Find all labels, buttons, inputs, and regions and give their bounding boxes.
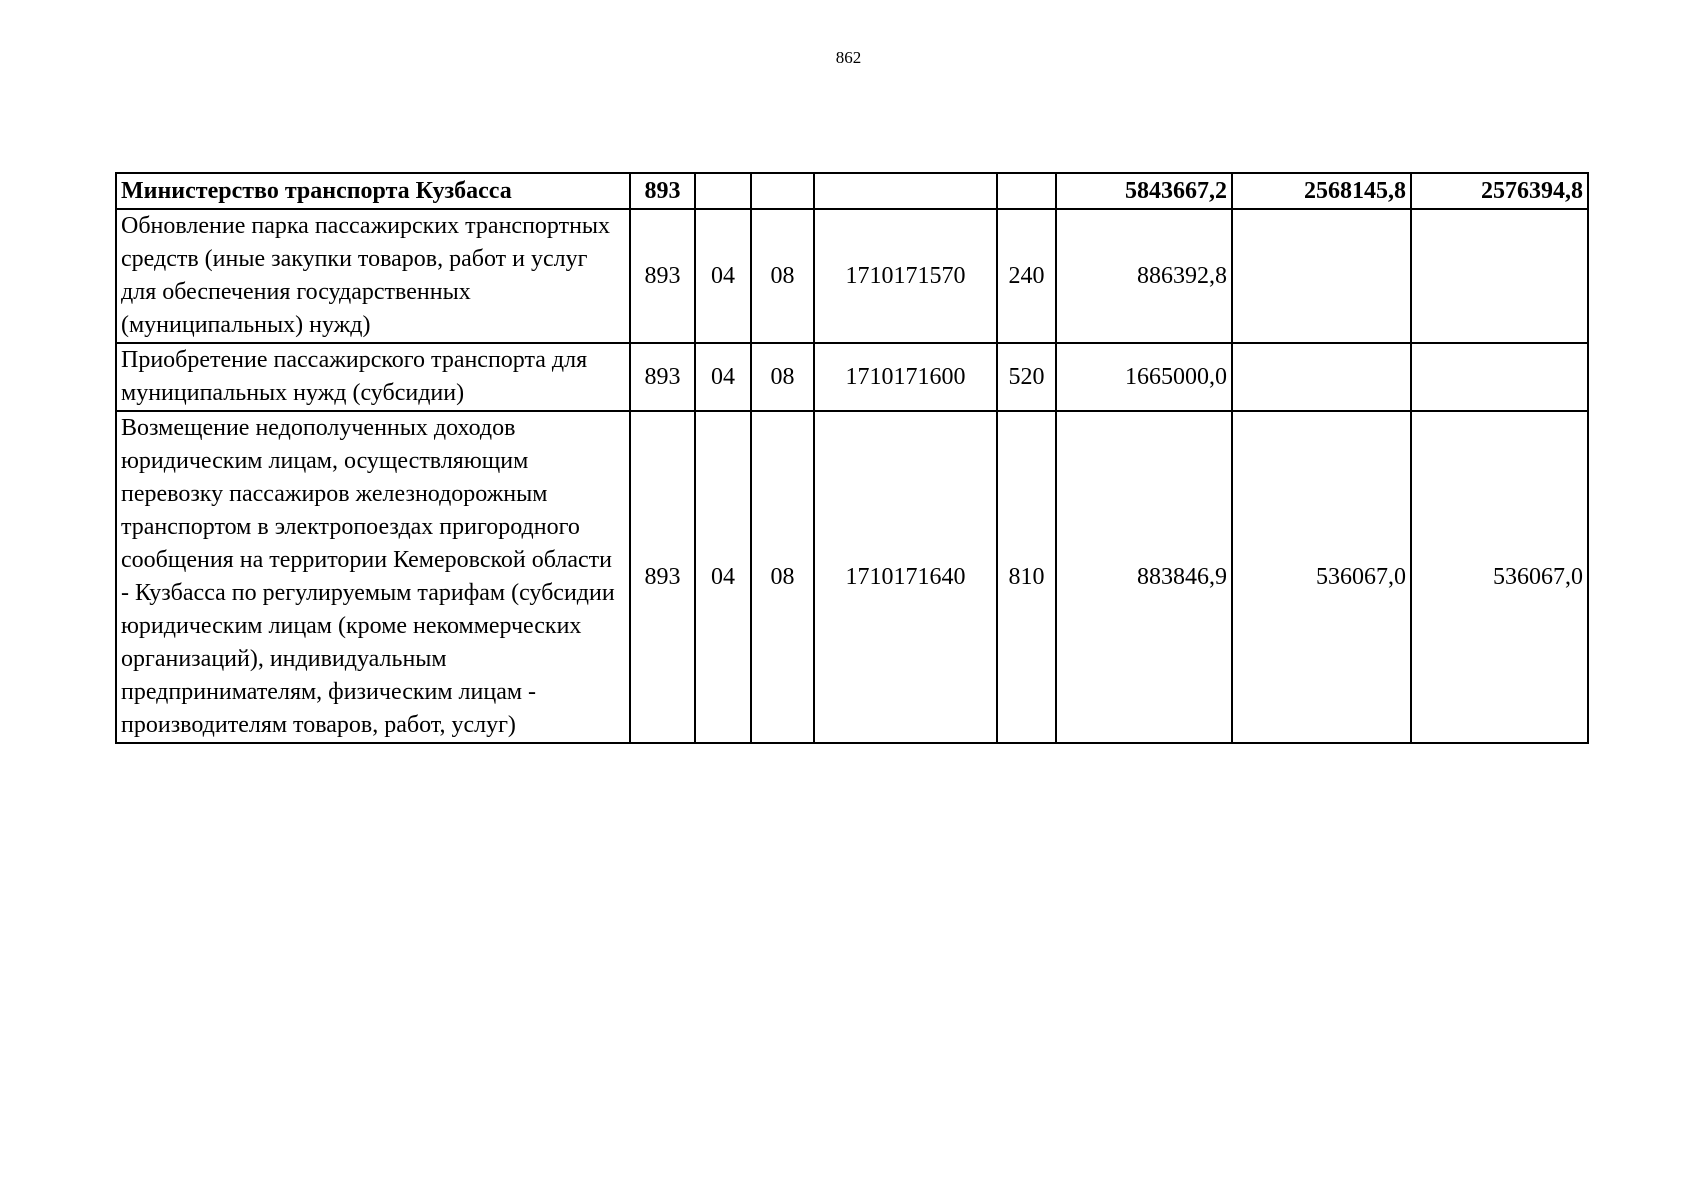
cell-name: Обновление парка пассажирских транспортных средств (иные закупки товаров, работ и услуг для обеспечения государственных (муниципальных) нужд)	[116, 209, 630, 343]
cell-gr: 893	[630, 411, 695, 743]
cell-sum-1: 883846,9	[1056, 411, 1232, 743]
cell-csr: 1710171600	[814, 343, 997, 411]
cell-pr	[751, 173, 814, 209]
cell-csr: 1710171570	[814, 209, 997, 343]
cell-sum-3: 2576394,8	[1411, 173, 1588, 209]
cell-sum-1: 1665000,0	[1056, 343, 1232, 411]
cell-sum-3	[1411, 343, 1588, 411]
cell-csr	[814, 173, 997, 209]
cell-vr: 520	[997, 343, 1056, 411]
cell-pr: 08	[751, 209, 814, 343]
table-row-ministry	[116, 173, 1588, 209]
cell-sum-2	[1232, 343, 1411, 411]
cell-rz: 04	[695, 343, 751, 411]
cell-sum-2: 2568145,8	[1232, 173, 1411, 209]
cell-name: Возмещение недополученных доходов юридическим лицам, осуществляющим перевозку пассажиров железнодорожным транспортом в электропоездах пригородного сообщения на территории Кемеровской области - Кузбасса по регулируемым тарифам (субсидии юридическим лицам (кроме некоммерческих организаций), индивидуальным предпринимателям, физическим лицам - производителям товаров, работ, услуг)	[116, 411, 630, 743]
cell-gr: 893	[630, 343, 695, 411]
cell-gr: 893	[630, 173, 695, 209]
cell-sum-3	[1411, 209, 1588, 343]
cell-name: Приобретение пассажирского транспорта для муниципальных нужд (субсидии)	[116, 343, 630, 411]
cell-vr: 240	[997, 209, 1056, 343]
table-row	[116, 343, 1588, 411]
table-row	[116, 411, 1588, 743]
cell-vr	[997, 173, 1056, 209]
cell-sum-1: 886392,8	[1056, 209, 1232, 343]
cell-pr: 08	[751, 343, 814, 411]
cell-pr: 08	[751, 411, 814, 743]
cell-name: Министерство транспорта Кузбасса	[116, 173, 630, 209]
cell-sum-2	[1232, 209, 1411, 343]
cell-rz	[695, 173, 751, 209]
page-number: 862	[835, 48, 862, 67]
cell-sum-2: 536067,0	[1232, 411, 1411, 743]
cell-sum-3: 536067,0	[1411, 411, 1588, 743]
cell-rz: 04	[695, 209, 751, 343]
cell-csr: 1710171640	[814, 411, 997, 743]
cell-rz: 04	[695, 411, 751, 743]
budget-table	[115, 172, 1589, 744]
cell-vr: 810	[997, 411, 1056, 743]
table-row	[116, 209, 1588, 343]
cell-gr: 893	[630, 209, 695, 343]
cell-sum-1: 5843667,2	[1056, 173, 1232, 209]
